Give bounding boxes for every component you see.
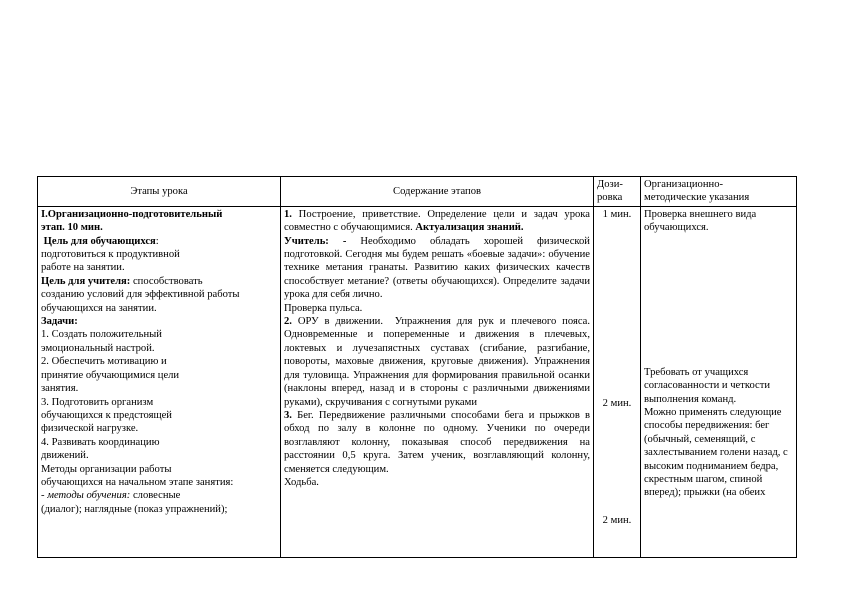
header-guidelines bbox=[641, 177, 797, 207]
guideline-1b: обучающихся. bbox=[644, 222, 709, 234]
content-paragraph-1: 1. Построение, приветствие. Определение цели и задач урока совместно с обучающимися. Актуализация знаний. bbox=[284, 208, 593, 234]
task-1b: эмоциональный настрой. bbox=[41, 342, 155, 354]
content-walking: Ходьба. bbox=[284, 476, 319, 488]
task-4a: 4. Развивать координацию bbox=[41, 436, 160, 448]
task-3c: физической нагрузке. bbox=[41, 423, 139, 435]
goal-students-heading: Цель для обучающихся: bbox=[41, 235, 159, 247]
methods-line-d: (диалог); наглядные (показ упражнений); bbox=[41, 503, 228, 515]
methods-line-c: - методы обучения: словесные bbox=[41, 490, 181, 502]
header-dosage-line1: Дози- bbox=[597, 179, 623, 190]
dosage-cell bbox=[594, 206, 641, 557]
goal-teacher-heading: Цель для учителя: способствовать bbox=[41, 275, 203, 287]
task-2b: принятие обучающимися цели bbox=[41, 369, 180, 381]
stage-title-line1: I.Организационно-подготовительный bbox=[41, 208, 223, 220]
content-cell bbox=[281, 206, 594, 557]
header-content: Содержание этапов bbox=[281, 177, 594, 207]
methods-line-b: обучающихся на начальном этапе занятия: bbox=[41, 476, 234, 488]
dosage-1: 1 мин. bbox=[602, 208, 632, 220]
header-dosage bbox=[594, 177, 641, 207]
header-stages: Этапы урока bbox=[38, 177, 281, 207]
goal-students-text-1: подготовиться к продуктивной bbox=[41, 249, 180, 261]
dosage-2: 2 мин. bbox=[602, 397, 632, 409]
content-paragraph-3: 3. Бег. Передвижение различными способами бега и прыжков в обход по залу в колонне по одному. Ученики по очереди возглавляют колонну, показывая способ передвижения на расстоянии 0,5 круга. Затем ученик, возглавляющий колонну, сменяется следующим. bbox=[284, 409, 593, 475]
header-guidelines-line2: методические указания bbox=[644, 192, 750, 204]
tasks-heading: Задачи: bbox=[41, 316, 78, 328]
table-header-row bbox=[38, 177, 797, 207]
guideline-1a: Проверка внешнего вида bbox=[644, 208, 757, 220]
guideline-3: Можно применять следующие способы передвижения: бег (обычный, семенящий, с захлестыванием голени назад, с высоким подниманием бедра, скрестным шагом, спиной вперед); прыжки (на обеих bbox=[644, 407, 788, 499]
task-3b: обучающихся к предстоящей bbox=[41, 409, 172, 421]
task-1a: 1. Создать положительный bbox=[41, 329, 162, 341]
guidelines-cell bbox=[641, 206, 797, 557]
stage-cell bbox=[38, 206, 281, 557]
task-2c: занятия. bbox=[41, 383, 79, 395]
stage-title-line2: этап. 10 мин. bbox=[41, 222, 103, 234]
guideline-2: Требовать от учащихся согласованности и четкости выполнения команд. bbox=[644, 366, 771, 405]
content-paragraph-2: 2. ОРУ в движении. Упражнения для рук и плечевого пояса. Одновременные и попеременные и движения в плечевых, локтевых и лучезапястных суставах (сгибание, разгибание, повороты, маховые движения, круговые движения). Упражнения для туловища. Упражнения для формирования правильной осанки (наклоны вперед, назад и в стороны с различными движениями руками), скручивания с согнутыми руками bbox=[284, 316, 593, 408]
goal-students-text-2: работе на занятии. bbox=[41, 262, 125, 274]
table-row bbox=[38, 206, 797, 557]
goal-teacher-text-2: созданию условий для эффективной работы bbox=[41, 289, 240, 301]
header-guidelines-line1: Организационно- bbox=[644, 179, 724, 190]
task-4b: движений. bbox=[41, 450, 89, 462]
content-pulse-check: Проверка пульса. bbox=[284, 302, 363, 314]
header-dosage-line2: ровка bbox=[597, 192, 623, 204]
dosage-3: 2 мин. bbox=[602, 514, 632, 526]
task-2a: 2. Обеспечить мотивацию и bbox=[41, 356, 167, 368]
guideline-block bbox=[644, 366, 793, 500]
task-3a: 3. Подготовить организм bbox=[41, 396, 154, 408]
lesson-plan-table bbox=[37, 176, 797, 558]
goal-teacher-text-3: обучающихся на занятии. bbox=[41, 302, 157, 314]
methods-line-a: Методы организации работы bbox=[41, 463, 172, 475]
content-teacher-paragraph: Учитель: - Необходимо обладать хорошей физической подготовкой. Сегодня мы будем решать «боевые задачи»: обучение технике метания гранаты. Развитию каких физических качеств способствует метание? (ответы обучающихся). Определите задачи урока для себя лично. bbox=[284, 235, 590, 301]
